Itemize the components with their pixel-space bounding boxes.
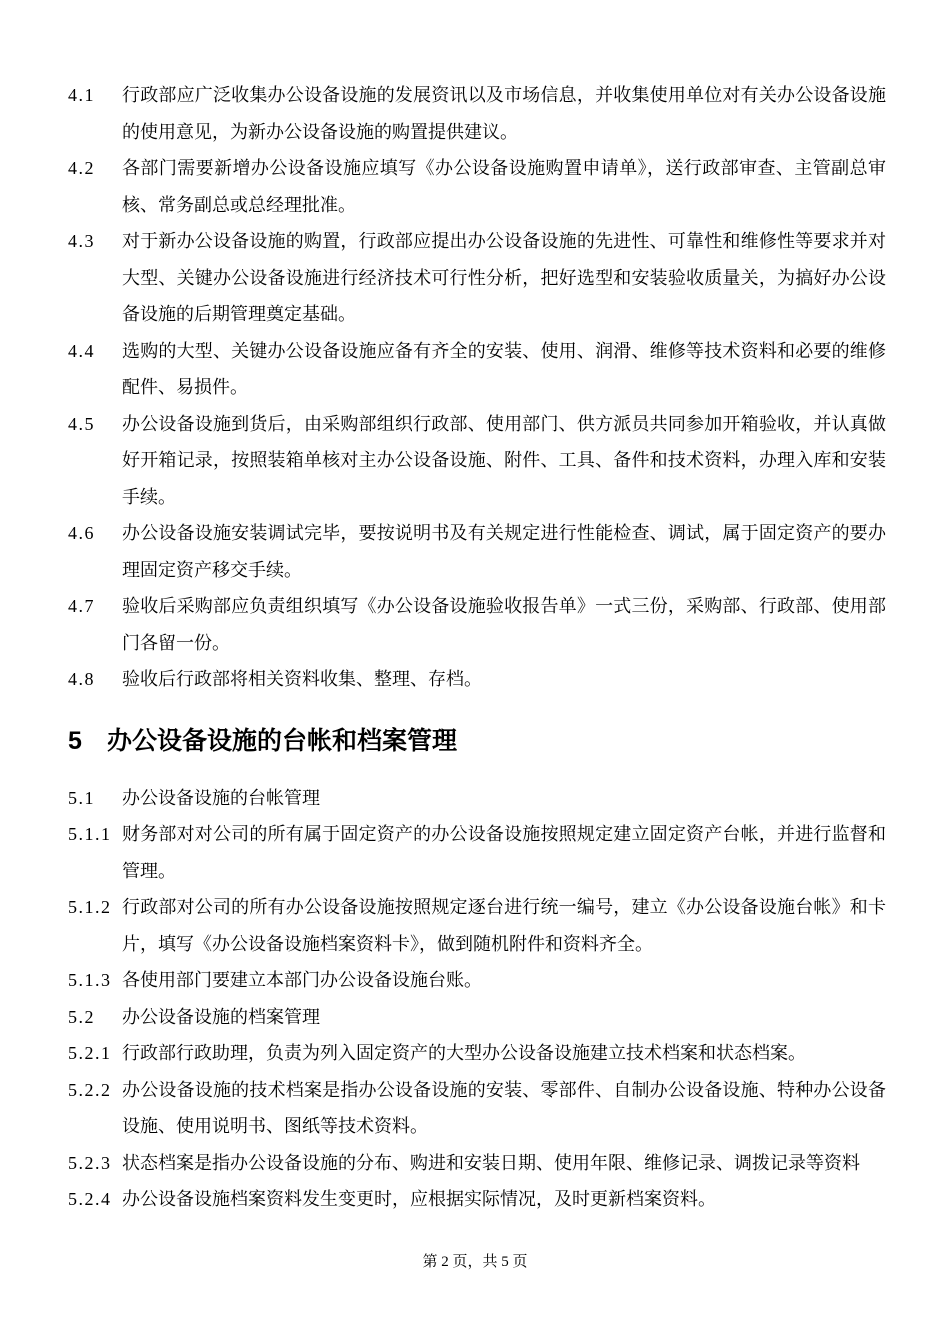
- item-number: 5.2.4: [68, 1189, 112, 1209]
- list-item: [68, 223, 886, 333]
- item-text: 行政部应广泛收集办公设备设施的发展资讯以及市场信息，并收集使用单位对有关办公设备设施的使用意见，为新办公设备设施的购置提供建议。: [122, 85, 886, 142]
- item-text: 验收后采购部应负责组织填写《办公设备设施验收报告单》一式三份，采购部、行政部、使用部门各留一份。: [122, 596, 886, 653]
- item-text: 办公设备设施到货后，由采购部组织行政部、使用部门、供方派员共同参加开箱验收，并认真做好开箱记录，按照装箱单核对主办公设备设施、附件、工具、备件和技术资料，办理入库和安装手续。: [122, 413, 886, 507]
- item-text: 办公设备设施的档案管理: [122, 1006, 320, 1027]
- item-number: 4.2: [68, 158, 95, 178]
- item-text: 财务部对对公司的所有属于固定资产的办公设备设施按照规定建立固定资产台帐，并进行监督和管理。: [122, 824, 886, 881]
- section-heading-number: 5: [68, 726, 82, 755]
- item-number: 5.2: [68, 1006, 95, 1027]
- item-text: 办公设备设施安装调试完毕，要按说明书及有关规定进行性能检查、调试，属于固定资产的要办理固定资产移交手续。: [122, 523, 886, 580]
- item-text: 选购的大型、关键办公设备设施应备有齐全的安装、使用、润滑、维修等技术资料和必要的维修配件、易损件。: [122, 340, 886, 397]
- list-item: [68, 889, 886, 962]
- list-item: [68, 150, 886, 223]
- section-5-list: [68, 780, 886, 1218]
- list-item: [68, 1072, 886, 1145]
- item-number: 5.1.1: [68, 824, 112, 844]
- item-text: 办公设备设施的技术档案是指办公设备设施的安装、零部件、自制办公设备设施、特种办公设备设施、使用说明书、图纸等技术资料。: [122, 1079, 886, 1136]
- item-text: 办公设备设施的台帐管理: [122, 787, 320, 808]
- item-number: 4.6: [68, 523, 95, 543]
- page-footer: 第 2 页，共 5 页: [422, 1254, 528, 1270]
- section-heading-title: 办公设备设施的台帐和档案管理: [107, 726, 458, 755]
- list-item: [68, 999, 886, 1036]
- list-item: [68, 816, 886, 889]
- item-number: 4.1: [68, 85, 95, 105]
- document-content: [68, 77, 886, 1218]
- list-item: [68, 588, 886, 661]
- item-text: 各使用部门要建立本部门办公设备设施台账。: [122, 970, 482, 990]
- section-4-list: [68, 77, 886, 698]
- item-number: 5.2.3: [68, 1152, 112, 1173]
- item-number: 4.4: [68, 340, 95, 361]
- list-item: [68, 77, 886, 150]
- list-item: [68, 515, 886, 588]
- item-text: 验收后行政部将相关资料收集、整理、存档。: [122, 669, 482, 689]
- item-number: 5.1: [68, 787, 95, 808]
- list-item: [68, 1181, 886, 1218]
- item-text: 行政部对公司的所有办公设备设施按照规定逐台进行统一编号，建立《办公设备设施台帐》和卡片，填写《办公设备设施档案资料卡》，做到随机附件和资料齐全。: [122, 897, 886, 954]
- item-number: 4.7: [68, 596, 95, 616]
- list-item: [68, 406, 886, 516]
- item-text: 办公设备设施档案资料发生变更时，应根据实际情况，及时更新档案资料。: [122, 1189, 716, 1209]
- item-number: 4.3: [68, 231, 95, 251]
- item-number: 5.2.1: [68, 1043, 112, 1063]
- section-5-heading: [68, 721, 886, 761]
- list-item: [68, 780, 886, 817]
- item-text: 行政部行政助理，负责为列入固定资产的大型办公设备设施建立技术档案和状态档案。: [122, 1043, 806, 1063]
- item-text: 各部门需要新增办公设备设施应填写《办公设备设施购置申请单》，送行政部审查、主管副总审核、常务副总或总经理批准。: [122, 158, 886, 215]
- item-number: 5.1.2: [68, 897, 112, 917]
- list-item: [68, 1145, 886, 1182]
- item-text: 状态档案是指办公设备设施的分布、购进和安装日期、使用年限、维修记录、调拨记录等资料: [122, 1152, 860, 1173]
- item-number: 4.8: [68, 669, 95, 689]
- item-number: 4.5: [68, 413, 95, 434]
- list-item: [68, 1035, 886, 1072]
- list-item: [68, 661, 886, 698]
- list-item: [68, 962, 886, 999]
- item-number: 5.1.3: [68, 970, 112, 990]
- list-item: [68, 333, 886, 406]
- item-number: 5.2.2: [68, 1079, 112, 1100]
- item-text: 对于新办公设备设施的购置，行政部应提出办公设备设施的先进性、可靠性和维修性等要求并对大型、关键办公设备设施进行经济技术可行性分析，把好选型和安装验收质量关，为搞好办公设备设施的后期管理奠定基础。: [122, 231, 886, 324]
